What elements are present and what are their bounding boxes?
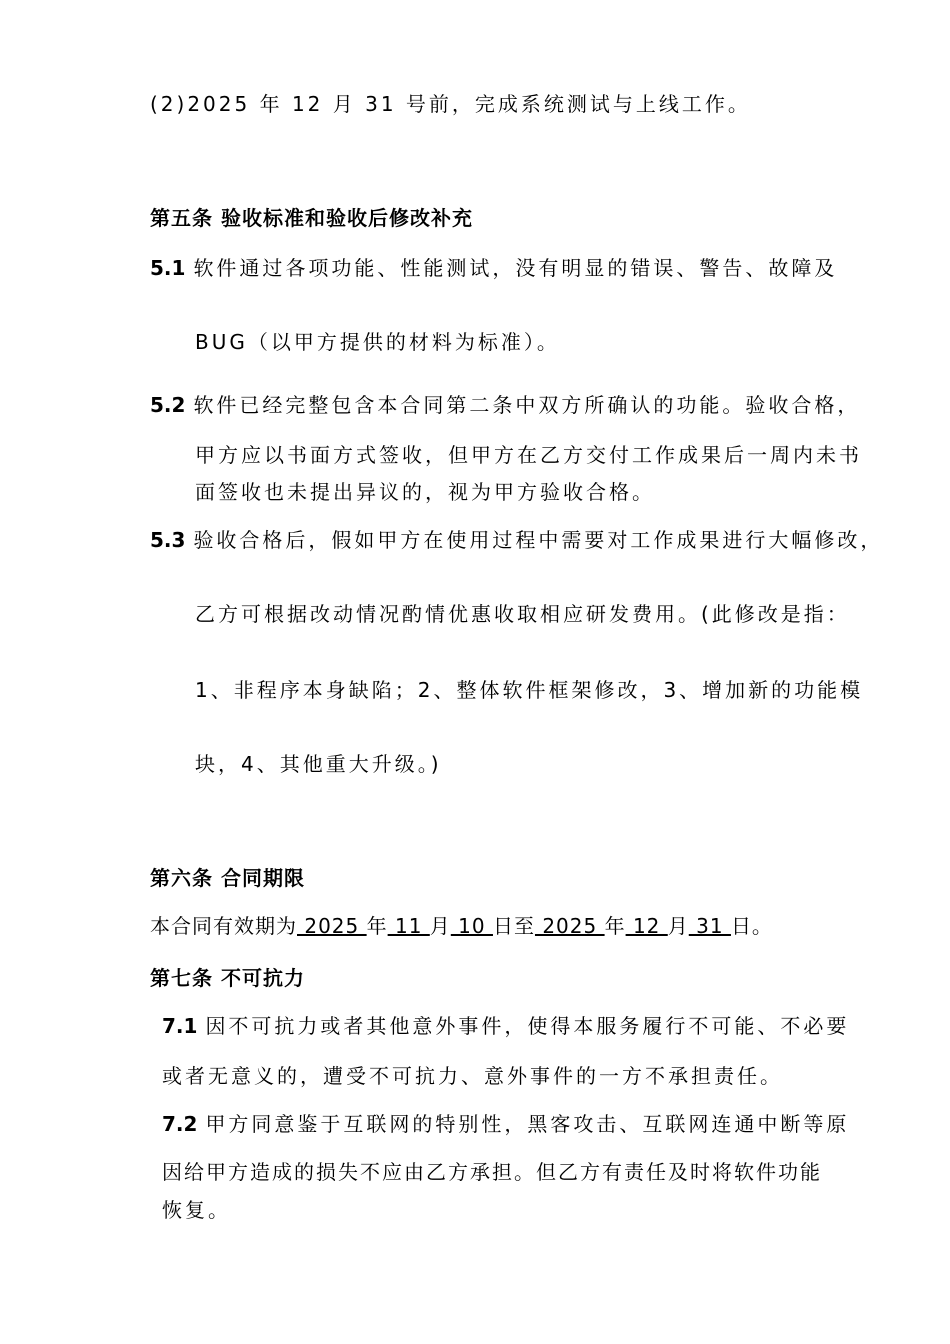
start-day-field: 10 <box>450 914 493 938</box>
start-year-field: 2025 <box>297 914 367 938</box>
year-unit: 年 <box>366 914 388 938</box>
clause-5-2-line-3: 面签收也未提出异议的，视为甲方验收合格。 <box>195 480 655 504</box>
clause-text: 验收合格后，假如甲方在使用过程中需要对工作成果进行大幅修改， <box>193 528 884 552</box>
paragraph-line: (2)2025 年 12 月 31 号前，完成系统测试与上线工作。 <box>150 92 751 116</box>
clause-5-2-line-2: 甲方应以书面方式签收，但甲方在乙方交付工作成果后一周内未书 <box>195 443 862 467</box>
term-prefix: 本合同有效期为 <box>150 914 297 938</box>
clause-7-1-line-2: 或者无意义的，遭受不可抗力、意外事件的一方不承担责任。 <box>162 1064 783 1088</box>
clause-text: 软件已经完整包含本合同第二条中双方所确认的功能。验收合格， <box>193 393 861 417</box>
start-month-field: 11 <box>387 914 430 938</box>
section-heading-6: 第六条 合同期限 <box>150 866 305 890</box>
section-heading-5: 第五条 验收标准和验收后修改补充 <box>150 206 473 230</box>
clause-number: 5.3 <box>150 528 186 552</box>
clause-text: 软件通过各项功能、性能测试，没有明显的错误、警告、故障及 <box>193 256 838 280</box>
day-to: 日至 <box>492 914 535 938</box>
clause-5-3-line-4: 块，4、其他重大升级。) <box>195 752 442 776</box>
clause-text: 甲方同意鉴于互联网的特别性，黑客攻击、互联网连通中断等原 <box>205 1112 850 1136</box>
clause-7-2-line-3: 恢复。 <box>162 1198 231 1222</box>
end-day-field: 31 <box>688 914 731 938</box>
end-year-field: 2025 <box>534 914 605 938</box>
clause-5-3-line-1 <box>150 526 883 554</box>
clause-5-3-line-3: 1、非程序本身缺陷；2、整体软件框架修改，3、增加新的功能模 <box>195 678 864 702</box>
year-unit: 年 <box>604 914 626 938</box>
clause-number: 7.2 <box>162 1112 198 1136</box>
clause-number: 5.2 <box>150 393 186 417</box>
month-unit: 月 <box>429 914 451 938</box>
clause-number: 7.1 <box>162 1014 198 1038</box>
clause-7-2-line-2: 因给甲方造成的损失不应由乙方承担。但乙方有责任及时将软件功能 <box>162 1160 822 1184</box>
month-unit: 月 <box>667 914 689 938</box>
term-end: 日。 <box>730 914 773 938</box>
clause-7-1-line-1 <box>162 1012 849 1040</box>
contract-term-paragraph <box>150 912 773 940</box>
clause-5-3-line-2: 乙方可根据改动情况酌情优惠收取相应研发费用。(此修改是指： <box>195 602 850 626</box>
clause-number: 5.1 <box>150 256 186 280</box>
clause-5-1-line-2: BUG（以甲方提供的材料为标准）。 <box>195 330 560 354</box>
clause-5-2-line-1 <box>150 391 860 419</box>
end-month-field: 12 <box>625 914 668 938</box>
section-heading-7: 第七条 不可抗力 <box>150 966 305 990</box>
clause-5-1-line-1 <box>150 254 837 282</box>
clause-7-2-line-1 <box>162 1110 849 1138</box>
clause-text: 因不可抗力或者其他意外事件，使得本服务履行不可能、不必要 <box>205 1014 850 1038</box>
